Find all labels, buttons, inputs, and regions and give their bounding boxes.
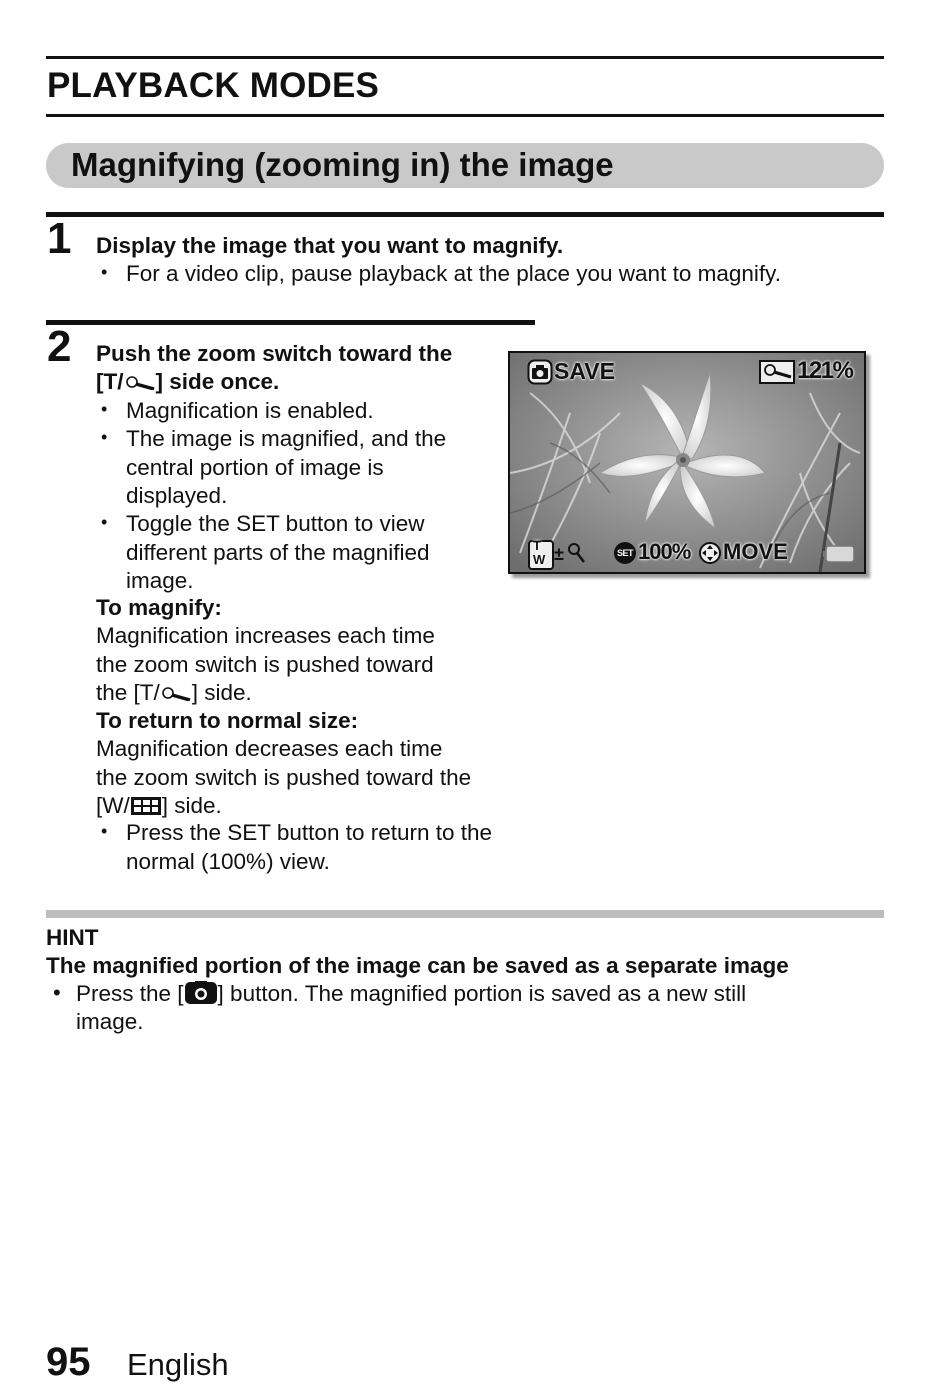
step2-instruction-pre: [T/ bbox=[96, 369, 124, 394]
hint-label: HINT bbox=[46, 925, 99, 950]
bullet-dot: • bbox=[101, 821, 108, 841]
to-return-line2: the zoom switch is pushed toward the bbox=[96, 765, 472, 790]
step2-bullet4-line2: normal (100%) view. bbox=[126, 849, 330, 874]
step1-instruction: Display the image that you want to magnify. bbox=[96, 233, 564, 258]
bullet-dot: • bbox=[53, 980, 61, 1005]
camera-screen bbox=[508, 351, 866, 574]
save-label: SAVE bbox=[554, 358, 615, 384]
thumbnail-grid-icon bbox=[130, 796, 162, 816]
section-rule bbox=[46, 114, 884, 117]
bullet-dot: • bbox=[101, 512, 108, 532]
battery-icon bbox=[823, 544, 857, 564]
zoom-plus-minus-icon bbox=[554, 540, 588, 566]
to-magnify-pre: the [T/ bbox=[96, 680, 160, 705]
to-return-line1: Magnification decreases each time bbox=[96, 736, 443, 761]
hint-bullet-line1 bbox=[76, 980, 746, 1008]
bullet-dot: • bbox=[101, 262, 108, 282]
to-return-heading: To return to normal size: bbox=[96, 708, 359, 733]
step2-rule bbox=[46, 320, 535, 325]
tw-label-w: W bbox=[533, 552, 546, 567]
step2-number: 2 bbox=[47, 322, 72, 371]
to-magnify-post: ] side. bbox=[191, 680, 252, 705]
hint-bullet-line2: image. bbox=[76, 1009, 144, 1034]
camera-icon bbox=[184, 981, 218, 1005]
save-camera-icon bbox=[527, 359, 553, 385]
step2-instruction-line1: Push the zoom switch toward the bbox=[96, 341, 453, 366]
section-title: PLAYBACK MODES bbox=[47, 66, 380, 105]
move-arrows-icon bbox=[698, 541, 722, 565]
move-label: MOVE bbox=[723, 539, 788, 564]
page-subtitle: Magnifying (zooming in) the image bbox=[71, 146, 614, 183]
step1-number: 1 bbox=[47, 214, 72, 263]
set-icon-label: SET bbox=[616, 548, 633, 558]
step2-instruction-post: ] side once. bbox=[155, 369, 280, 394]
step2-bullet2-line2: central portion of image is bbox=[126, 455, 384, 480]
hint-heading: The magnified portion of the image can be saved as a separate image bbox=[46, 953, 789, 978]
hint-bullet-post: ] button. The magnified portion is saved as a new still bbox=[217, 981, 747, 1006]
step2-bullet4-line1: Press the SET button to return to the bbox=[126, 820, 493, 845]
bullet-dot: • bbox=[101, 399, 108, 419]
step2-bullet3-line1: Toggle the SET button to view bbox=[126, 511, 425, 536]
step1-bullet: For a video clip, pause playback at the place you want to magnify. bbox=[126, 261, 781, 286]
to-magnify-heading: To magnify: bbox=[96, 595, 222, 620]
to-magnify-line2: the zoom switch is pushed toward bbox=[96, 652, 434, 677]
to-return-line3 bbox=[96, 792, 222, 820]
to-return-pre: [W/ bbox=[96, 793, 130, 818]
to-magnify-line1: Magnification increases each time bbox=[96, 623, 435, 648]
svg-text:±: ± bbox=[554, 544, 564, 564]
magnifier-icon bbox=[160, 687, 192, 701]
magnifier-icon bbox=[759, 360, 795, 384]
hint-bar bbox=[46, 910, 884, 918]
step2-instruction-line2 bbox=[96, 368, 279, 396]
step2-bullet3-line3: image. bbox=[126, 568, 194, 593]
step2-bullet3-line2: different parts of the magnified bbox=[126, 540, 430, 565]
to-magnify-line3 bbox=[96, 679, 252, 707]
to-return-post: ] side. bbox=[161, 793, 222, 818]
step1-rule bbox=[46, 212, 884, 217]
magnifier-icon bbox=[124, 376, 156, 390]
tw-label-t: T bbox=[533, 538, 541, 553]
footer-language: English bbox=[127, 1347, 229, 1382]
zoom-value: 121% bbox=[797, 357, 853, 384]
set-value: 100% bbox=[638, 539, 691, 564]
hint-bullet-pre: Press the [ bbox=[76, 981, 184, 1006]
step2-bullet1: Magnification is enabled. bbox=[126, 398, 374, 423]
step2-bullet2-line1: The image is magnified, and the bbox=[126, 426, 447, 451]
page-number: 95 bbox=[46, 1340, 91, 1384]
step2-bullet2-line3: displayed. bbox=[126, 483, 228, 508]
bullet-dot: • bbox=[101, 427, 108, 447]
top-rule bbox=[46, 56, 884, 59]
